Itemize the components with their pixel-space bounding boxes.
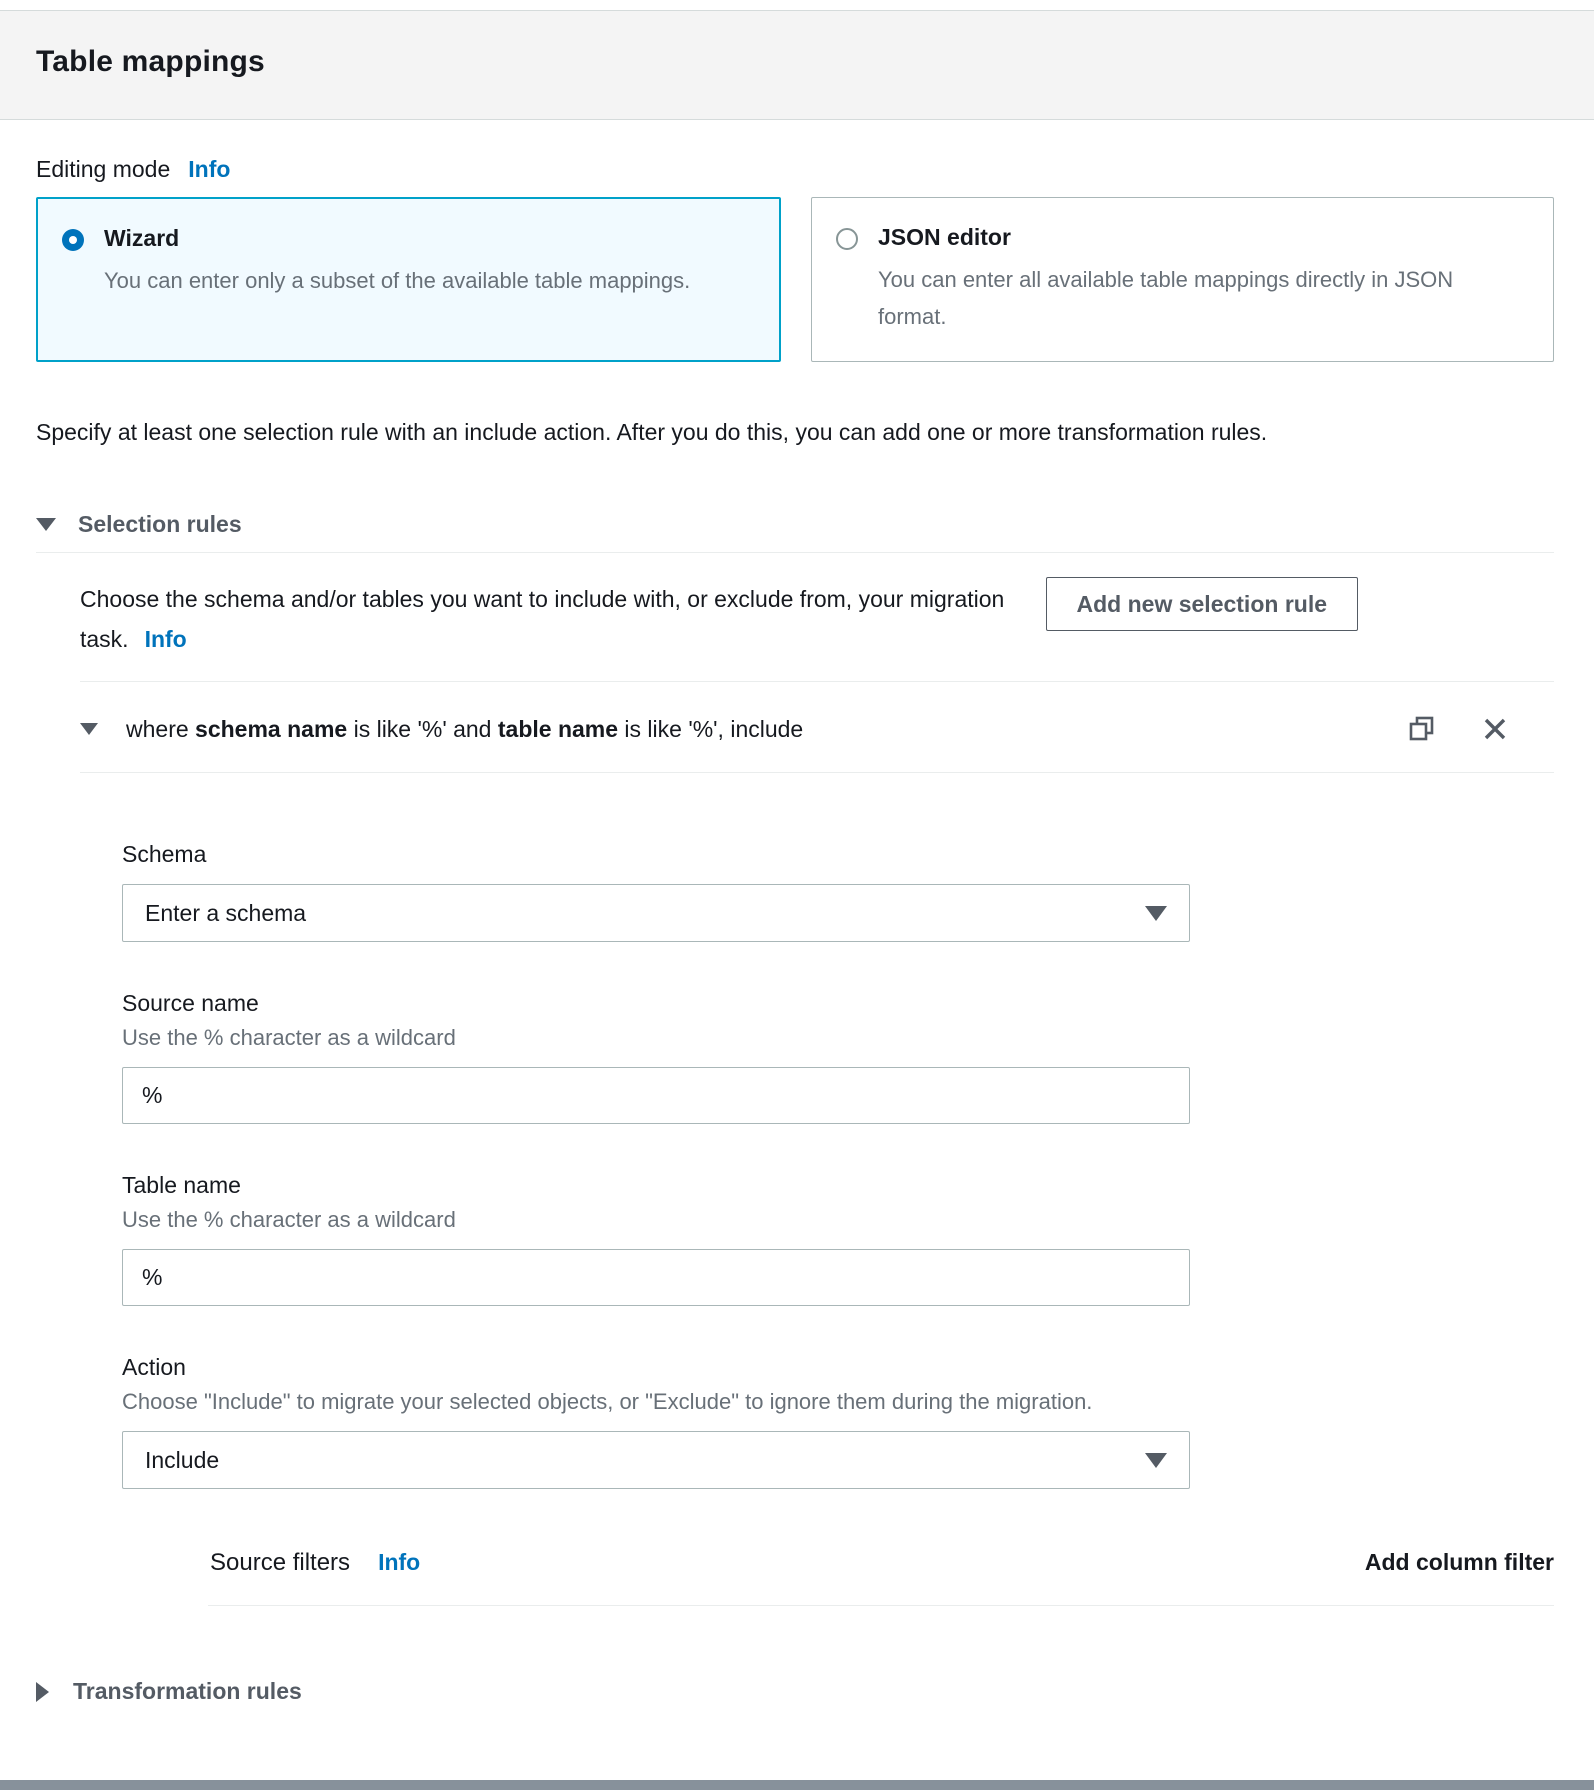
selection-rules-title: Selection rules: [78, 511, 242, 537]
duplicate-rule-button[interactable]: [1406, 713, 1438, 745]
source-name-field: [122, 990, 1554, 1124]
chevron-down-icon: [80, 723, 98, 735]
table-name-label: Table name: [122, 1172, 241, 1198]
chevron-right-icon: [36, 1682, 49, 1702]
table-mappings-panel: [0, 156, 1594, 1705]
chevron-down-icon: [1145, 1453, 1167, 1468]
editing-mode-label: Editing mode: [36, 156, 171, 182]
intro-text: Specify at least one selection rule with an include action. After you do this, you can add one or more transformation rules.: [36, 419, 1268, 445]
rule-summary-part: is like '%', include: [618, 715, 804, 742]
editing-mode-row: [36, 156, 1554, 183]
remove-rule-button[interactable]: [1480, 714, 1510, 744]
rule-summary: [126, 716, 1406, 743]
editing-mode-options: [36, 197, 1554, 362]
close-icon: [1480, 714, 1510, 744]
panel-header: [0, 10, 1594, 120]
option-json-editor-label: JSON editor: [878, 224, 1011, 250]
radio-unselected-icon[interactable]: [836, 228, 858, 250]
radio-selected-icon[interactable]: [62, 229, 84, 251]
rule-list-description: [80, 577, 1038, 659]
table-name-input[interactable]: [122, 1249, 1190, 1306]
divider: [80, 681, 1554, 682]
option-card-json-editor-text: [878, 224, 1518, 335]
action-select[interactable]: [122, 1431, 1190, 1489]
rule-summary-part: where: [126, 715, 196, 742]
rule-list-description-text: Choose the schema and/or tables you want to include with, or exclude from, your migration task.: [80, 586, 1005, 652]
rule-summary-table-term: table name: [497, 715, 619, 742]
divider: [36, 552, 1554, 553]
option-card-json-editor[interactable]: [811, 197, 1554, 362]
schema-select-value: Enter a schema: [145, 899, 307, 926]
rule-summary-schema-term: schema name: [195, 715, 348, 742]
rule-item-header[interactable]: [80, 704, 1554, 754]
action-label: Action: [122, 1354, 186, 1380]
selection-rules-body: [80, 577, 1554, 1606]
source-filters-row: [210, 1549, 1554, 1577]
selection-rules-info-link[interactable]: Info: [144, 626, 187, 652]
source-name-hint: Use the % character as a wildcard: [122, 1025, 456, 1050]
source-filters-label: Source filters: [210, 1549, 351, 1576]
schema-select[interactable]: [122, 884, 1190, 942]
rule-summary-part: is like '%' and: [347, 715, 498, 742]
rule-list-header: [80, 577, 1554, 659]
bottom-section-edge: [0, 1780, 1594, 1790]
source-filters-info-link[interactable]: Info: [378, 1549, 421, 1575]
option-json-editor-description: You can enter all available table mappings directly in JSON format.: [878, 267, 1454, 329]
page-title: Table mappings: [36, 45, 265, 78]
divider: [80, 772, 1554, 773]
chevron-down-icon: [1145, 906, 1167, 921]
option-card-wizard[interactable]: [36, 197, 781, 362]
add-selection-rule-button[interactable]: Add new selection rule: [1046, 577, 1359, 631]
schema-field: [122, 841, 1554, 942]
copy-icon: [1406, 713, 1438, 745]
divider: [208, 1605, 1554, 1606]
action-select-value: Include: [145, 1446, 220, 1473]
option-wizard-description: You can enter only a subset of the available table mappings.: [104, 268, 691, 293]
editing-mode-info-link[interactable]: Info: [188, 156, 231, 182]
selection-rules-header[interactable]: [36, 511, 1554, 538]
transformation-rules-title: Transformation rules: [73, 1678, 302, 1704]
source-name-input[interactable]: [122, 1067, 1190, 1124]
schema-label: Schema: [122, 841, 207, 867]
option-card-wizard-text: [104, 225, 690, 299]
rule-form: [122, 841, 1554, 1606]
add-column-filter-button[interactable]: Add column filter: [1364, 1549, 1554, 1575]
table-name-hint: Use the % character as a wildcard: [122, 1207, 456, 1232]
option-wizard-label: Wizard: [104, 225, 180, 251]
transformation-rules-header[interactable]: [36, 1678, 1554, 1705]
action-hint: Choose "Include" to migrate your selected objects, or "Exclude" to ignore them during the migration.: [122, 1389, 1093, 1414]
chevron-down-icon: [36, 518, 56, 531]
table-name-field: [122, 1172, 1554, 1306]
source-name-label: Source name: [122, 990, 259, 1016]
action-field: [122, 1354, 1554, 1489]
